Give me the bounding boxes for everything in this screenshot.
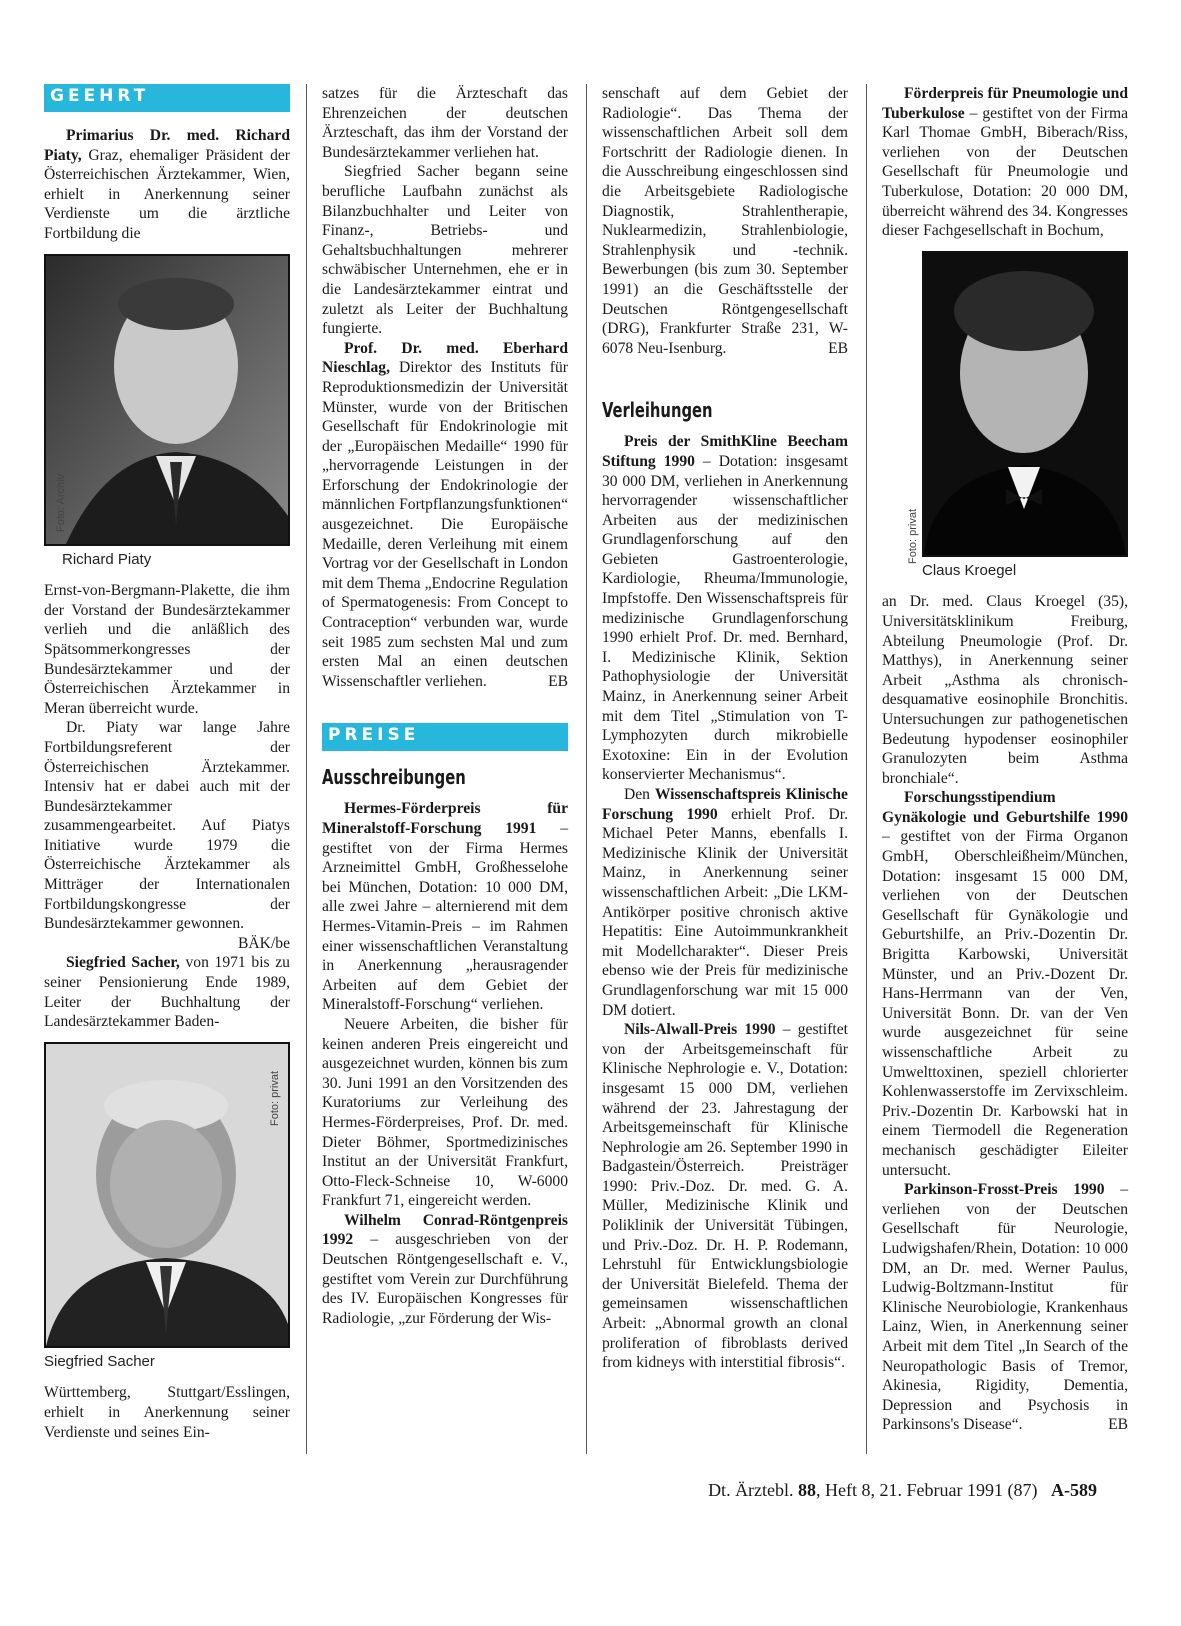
paragraph: Hermes-Förderpreis für Mineralstoff-Forschung 1991 – gestiftet von der Firma Hermes Arzneimittel GmbH, Großhesselohe bei München, Dotation: 10 000 DM, alle zwei Jahre – alternierend mit dem Hermes-Vitamin-Preis – im Rahmen einer wissenschaftlichen Veranstaltung in Anerkennung „herausragender Arbeiten auf dem Gebiet der Mineralstoff-Forschung“ verliehen. [322, 800, 568, 1014]
paragraph: Siegfried Sacher begann seine berufliche Laufbahn zunächst als Bilanzbuchhalter und Leiter von Finanz-, Betriebs- und Gehaltsbuchhaltungen mehrerer schwäbischer Unternehmen, ehe er in die Landesärztekammer eintrat und zuletzt als Leiter der Buchhaltung fungierte. [322, 163, 568, 338]
portrait-image [924, 253, 1126, 555]
column-rule-2 [586, 84, 587, 1454]
portrait-image [46, 1044, 288, 1346]
column-4 [882, 84, 1128, 1435]
prize-name: Preis der SmithKline Beecham Stiftung 1990 [602, 433, 848, 470]
portrait-photo-kroegel [922, 251, 1128, 557]
paragraph: Prof. Dr. med. Eberhard Nieschlag, Direktor des Instituts für Reproduktionsmedizin der Universität Münster, wurde von der Britischen Gesellschaft für Endokrinologie mit der „Europäischen Medaille“ 1990 für „hervorragende Leistungen in der Erforschung der Endokrinologie der männlichen Fortpflanzungsfunktionen“ ausgezeichnet. Die Europäische Medaille, deren Verleihung mit einem Vortrag vor der Gesellschaft in London mit dem Thema „Endocrine Regulation of Spermatogenesis: From Concept to Contraception“ verbunden war, wurde seit 1985 zum sechsten Mal und zum ersten Mal an einen deutschen Wissenschaftler verliehen. EB [322, 339, 568, 690]
photo-caption: Claus Kroegel [922, 561, 1017, 579]
paragraph: Den Wissenschaftspreis Klinische Forschung 1990 erhielt Prof. Dr. Michael Peter Manns, ebenfalls I. Medizinische Klinik der Universität Mainz, in Anerkennung seiner wissenschaftlichen Arbeit: „Die LKM-Antikörper positive chronisch aktive Hepatitis: Eine Autoimmunkrankheit mit Modellcharakter“. Dieser Preis ebenso wie der Preis für medizinische Grundlagenforschung war mit 15 000 DM dotiert. [602, 786, 848, 1019]
person-name: Primarius Dr. med. Richard Piaty, [44, 127, 290, 164]
journal-volume: 88 [798, 1480, 817, 1500]
signature: BÄK/be [238, 934, 290, 952]
paragraph: Ernst-von-Bergmann-Plakette, die ihm der Vorstand der Bundesärztekammer verlieh und die anläßlich des Spätsommerkongresses der Bundesärztekammer und der Österreichischen Ärztekammer in Meran überreicht wurde. [44, 582, 290, 717]
portrait-photo-sacher [44, 1042, 290, 1348]
section-banner-geehrt: GEEHRT [44, 84, 290, 112]
prize-name: Hermes-Förderpreis für Mineralstoff-Forschung 1991 [322, 800, 568, 837]
page-footer [708, 1480, 1097, 1501]
photo-credit: Foto: Archiv [55, 473, 67, 532]
column-rule-3 [866, 84, 867, 1454]
paragraph: an Dr. med. Claus Kroegel (35), Universitätsklinikum Freiburg, Abteilung Pneumologie (Prof. Dr. Matthys), in Anerkennung seiner Arbeit „Asthma als chronisch-desquamative eosinophile Bronchitis. Untersuchungen zur pathogenetischen Bedeutung hypodenser eosinophiler Granulozyten beim Asthma bronchiale“. [882, 593, 1128, 787]
portrait-photo-piaty [44, 254, 290, 546]
paragraph: Parkinson-Frosst-Preis 1990 – verliehen von der Deutschen Gesellschaft für Neurologie, Ludwigshafen/Rhein, Dotation: 10 000 DM, an Dr. med. Werner Paulus, Ludwig-Boltzmann-Institut für Klinische Neurobiologie, Krankenhaus Lainz, Wien, in Anerkennung seiner Arbeit mit dem Titel „In Search of the Neuropathologic Basis of Tremor, Akinesia, Rigidity, Dementia, Depression and Psychosis in Parkinsons's Disease“. EB [882, 1181, 1128, 1434]
page-number: A-589 [1051, 1480, 1097, 1500]
photo-credit: Foto: privat [907, 508, 919, 564]
person-name: Siegfried Sacher, [66, 954, 180, 972]
journal-name: Dt. Ärztebl. [708, 1480, 794, 1500]
paragraph: Wilhelm Conrad-Röntgenpreis 1992 – ausgeschrieben von der Deutschen Röntgengesellschaft e. V., gestiftet vom Verein zur Durchführung des IV. Europäischen Kongresses für Radiologie, „zur Förderung der Wis- [322, 1211, 569, 1327]
paragraph: Primarius Dr. med. Richard Piaty, Graz, ehemaliger Präsident der Österreichischen Ärztekammer, Wien, erhielt in Anerkennung seiner Verdienste um die ärztliche Fortbildung die [44, 127, 290, 242]
journal-issue: , Heft 8, 21. Februar 1991 (87) [816, 1480, 1038, 1500]
photo-caption: Richard Piaty [62, 550, 152, 568]
portrait-image [46, 256, 288, 544]
column-1 [44, 84, 290, 1442]
paragraph: satzes für die Ärzteschaft das Ehrenzeichen der deutschen Ärzteschaft, das ihm der Vorstand der Bundesärztekammer verliehen hat. [322, 85, 568, 161]
paragraph: Forschungsstipendium Gynäkologie und Geburtshilfe 1990 – gestiftet von der Firma Organon GmbH, Oberschleißheim/München, Dotation: insgesamt 15 000 DM, verliehen von der Deutschen Gesellschaft für Gynäkologie und Geburtshilfe, an Priv.-Dozentin Dr. Brigitta Karbowski, Universität Münster, und an Priv.-Dozent Dr. Hans-Herrmann van der Ven, Universität Bonn. Dr. van der Ven wurde ausgezeichnet für seine wissenschaftliche Arbeit zu Umwelttoxinen, speziell chlorierter Kohlenwasserstoffe im Zervixschleim. Priv.-Dozentin Dr. Karbowski hat in einem Tiermodell die Regeneration mechanisch geschädigter Eileiter untersucht. [882, 789, 1128, 1179]
section-title: Verleihungen [602, 398, 713, 423]
prize-name: Parkinson-Frosst-Preis 1990 [904, 1181, 1105, 1199]
paragraph: Förderpreis für Pneumologie und Tuberkulose – gestiftet von der Firma Karl Thomae GmbH, Biberach/Riss, verliehen von der Deutschen Gesellschaft für Pneumologie und Tuberkulose, Dotation: 20 000 DM, überreicht während des 34. Kongresses dieser Fachgesellschaft in Bochum, [882, 85, 1129, 240]
signature: EB [548, 672, 568, 690]
column-3 [602, 84, 848, 1373]
signature: EB [1108, 1416, 1128, 1434]
paragraph: Preis der SmithKline Beecham Stiftung 1990 – Dotation: insgesamt 30 000 DM, verliehen in Anerkennung hervorragender wissenschaftlicher Arbeiten aus der medizinischen Grundlagenforschung auf den Gebieten Gastroenterologie, Kardiologie, Rheuma/Immunologie, Impfstoffe. Den Wissenschaftspreis für medizinische Grundlagenforschung 1990 erhielt Prof. Dr. med. Bernhard, I. Medizinische Klinik, Sektion Pathophysiologie der Universität Mainz, in Anerkennung seiner Arbeit mit dem Titel „Stimulation von T-Lymphozyten durch mikrobielle Exotoxine: Ein in der Evolution konservierter Mechanismus“. [602, 433, 848, 784]
photo-caption: Siegfried Sacher [44, 1352, 155, 1370]
paragraph: Neuere Arbeiten, die bisher für keinen anderen Preis eingereicht und ausgezeichnet wurden, können bis zum 30. Juni 1991 an den Vorsitzenden des Kuratoriums zur Verleihung des Hermes-Förderpreises, Prof. Dr. med. Dieter Böhmer, Sportmedizinisches Institut an der Universität Frankfurt, Otto-Fleck-Schneise 10, W-6000 Frankfurt 71, eingereicht werden. [322, 1015, 568, 1210]
photo-credit: Foto: privat [269, 1070, 281, 1126]
signature: EB [828, 339, 848, 357]
column-2 [322, 84, 568, 1328]
prize-name: Nils-Alwall-Preis 1990 [624, 1021, 776, 1039]
prize-name: Wilhelm Conrad-Röntgenpreis 1992 [322, 1211, 568, 1249]
paragraph: senschaft auf dem Gebiet der Radiologie“. Das Thema der wissenschaftlichen Arbeit soll dem Fortschritt der Radiologie dienen. In die Ausschreibung eingeschlossen sind die Arbeitsgebiete Radiologische Diagnostik, Strahlentherapie, Nuklearmedizin, Strahlenbiologie, Strahlenphysik und -technik. Bewerbungen (bis zum 30. September 1991) an die Geschäftsstelle der Deutschen Röntgengesellschaft (DRG), Frankfurter Straße 231, W-6078 Neu-Isenburg. EB [602, 85, 848, 357]
paragraph: Nils-Alwall-Preis 1990 – gestiftet von der Arbeitsgemeinschaft für Klinische Nephrologie e. V., Dotation: insgesamt 15 000 DM, verliehen während der 23. Jahrestagung der Arbeitsgemeinschaft für Klinische Nephrologie am 26. September 1990 in Badgastein/Österreich. Preisträger 1990: Priv.-Doz. Dr. med. G. A. Müller, Medizinische Klinik und Poliklinik der Universität Tübingen, und Priv.-Doz. Dr. H. P. Rodemann, Lehrstuhl für Entwicklungsbiologie der Universität Bielefeld. Thema der gemeinsamen wissenschaftlichen Arbeit: „Abnormal growth an clonal proliferation of fibroblasts derived from kidneys with interstitial fibrosis“. [602, 1021, 848, 1372]
paragraph: Württemberg, Stuttgart/Esslingen, erhielt in Anerkennung seiner Verdienste und seines Ein- [44, 1384, 290, 1441]
paragraph: Siegfried Sacher, von 1971 bis zu seiner Pensionierung Ende 1989, Leiter der Buchhaltung der Landesärztekammer Baden- [44, 954, 290, 1031]
person-name: Prof. Dr. med. Eberhard Nieschlag, [322, 339, 568, 377]
prize-name: Wissenschaftspreis Klinische Forschung 1990 [602, 786, 848, 823]
prize-name: Forschungsstipendium Gynäkologie und Geburtshilfe 1990 [882, 789, 1128, 826]
paragraph: Dr. Piaty war lange Jahre Fortbildungsreferent der Österreichischen Ärztekammer. Intensiv hat er dabei auch mit der Bundesärztekammer zusammengearbeitet. Auf Piatys Initiative wurde 1979 die Österreichische Ärztekammer als Mitträger der Internationalen Fortbildungskongresse der Bundesärztekammer gewonnen. BÄK/be [44, 719, 290, 952]
section-title: Ausschreibungen [322, 765, 466, 790]
column-rule-1 [306, 84, 307, 1454]
prize-name: Förderpreis für Pneumologie und Tuberkulose [882, 85, 1128, 122]
section-banner-preise: PREISE [322, 723, 568, 751]
